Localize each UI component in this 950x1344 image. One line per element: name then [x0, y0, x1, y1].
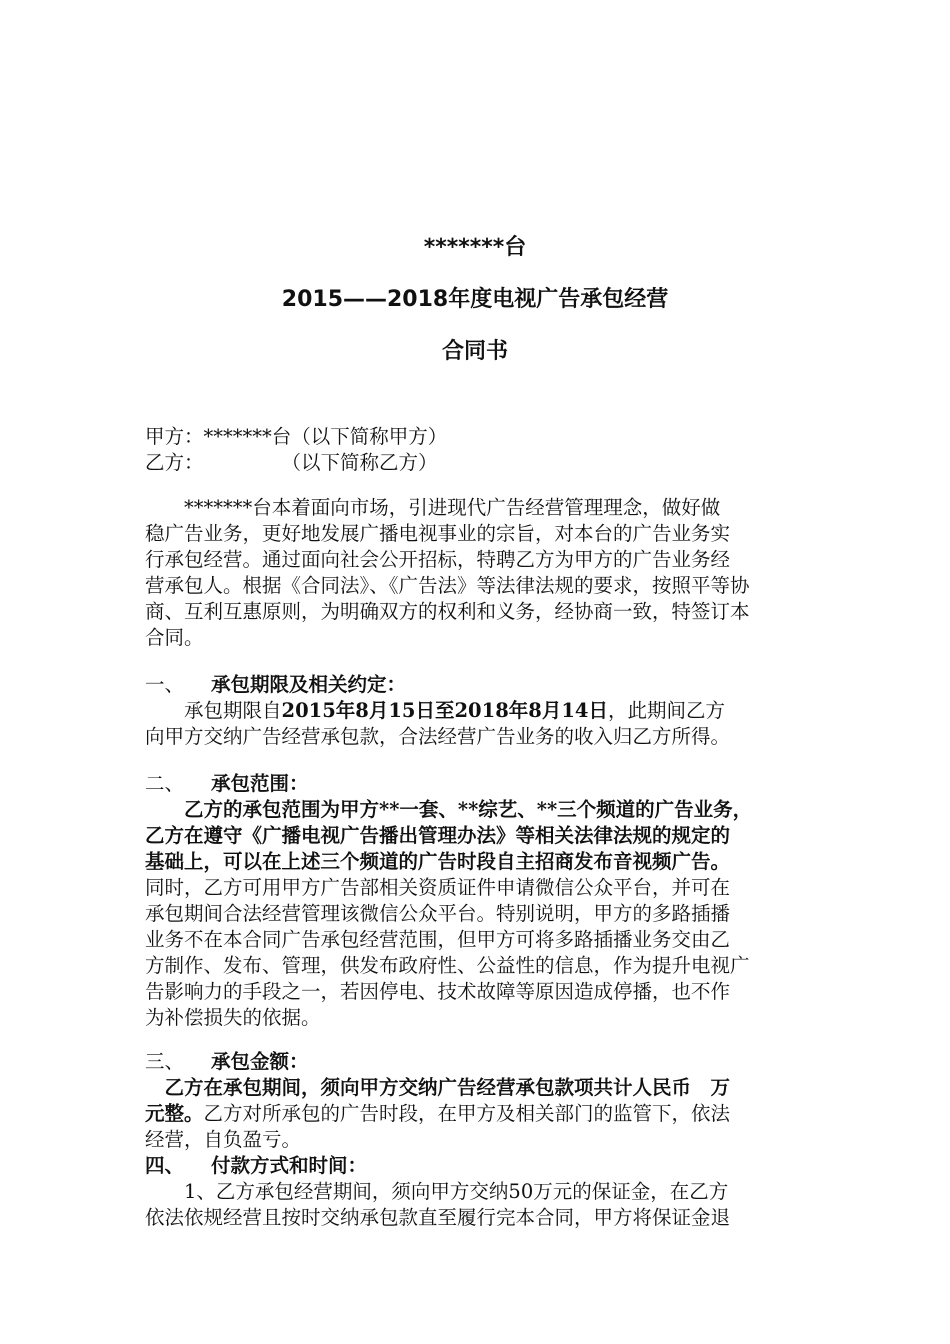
section-title: 承包期限及相关约定： — [211, 673, 407, 696]
section-number: 四、 — [145, 1154, 185, 1177]
text-run: ，此期间乙方 — [607, 699, 725, 722]
title-station: *******台 — [423, 235, 527, 260]
section-2-heading — [145, 771, 309, 797]
title-contract-period: 2015——2018年度电视广告承包经营 — [281, 287, 669, 312]
intro-line: 行承包经营。通过面向社会公开招标，特聘乙方为甲方的广告业务经 — [145, 548, 731, 571]
intro-line: 营承包人。根据《合同法》、《广告法》等法律法规的要求，按照平等协 — [145, 574, 750, 597]
section-3-line: 乙方在承包期间，须向甲方交纳广告经营承包款项共计人民币 万 — [145, 1076, 731, 1099]
party-b: 乙方： （以下简称乙方） — [145, 451, 438, 474]
section-1-line: 向甲方交纳广告经营承包款，合法经营广告业务的收入归乙方所得。 — [145, 725, 731, 748]
text-run: 乙方对所承包的广告时段，在甲方及相关部门的监管下，依法 — [203, 1102, 731, 1125]
intro-line: 稳广告业务，更好地发展广播电视事业的宗旨，对本台的广告业务实 — [145, 522, 731, 545]
section-3-line: 经营，自负盈亏。 — [145, 1128, 302, 1151]
section-title: 承包范围： — [211, 772, 309, 795]
section-3-line — [145, 1101, 730, 1127]
contract-term-dates: 2015年8月15日至2018年8月14日 — [281, 699, 608, 722]
section-2-line: 方制作、发布、管理，供发布政府性、公益性的信息，作为提升电视广 — [145, 954, 750, 977]
section-title: 承包金额： — [211, 1050, 309, 1073]
section-number: 二、 — [145, 772, 185, 795]
section-4-line: 依法依规经营且按时交纳承包款直至履行完本合同，甲方将保证金退 — [145, 1206, 731, 1229]
section-4-line: 1、乙方承包经营期间，须向甲方交纳50万元的保证金，在乙方 — [145, 1180, 729, 1203]
section-number: 一、 — [145, 673, 185, 696]
section-1-heading — [145, 672, 406, 698]
section-2-line: 为补偿损失的依据。 — [145, 1006, 321, 1029]
section-2-line: 承包期间合法经营管理该微信公众平台。特别说明，甲方的多路插播 — [145, 902, 731, 925]
text-run: 元整。 — [145, 1102, 204, 1125]
section-2-line: 业务不在本合同广告承包经营范围，但甲方可将多路插播业务交由乙 — [145, 928, 731, 951]
section-title: 付款方式和时间： — [211, 1154, 368, 1177]
section-2-line: 告影响力的手段之一，若因停电、技术故障等原因造成停播，也不作 — [145, 980, 731, 1003]
section-4-heading — [145, 1153, 367, 1179]
section-2-bold-line: 乙方的承包范围为甲方**一套、**综艺、**三个频道的广告业务， — [145, 798, 753, 821]
party-a: 甲方：*******台（以下简称甲方） — [145, 425, 448, 448]
section-3-heading — [145, 1049, 309, 1075]
section-2-bold-line: 基础上，可以在上述三个频道的广告时段自主招商发布音视频广告。 — [145, 850, 731, 873]
section-number: 三、 — [145, 1050, 185, 1073]
intro-line: 商、互利互惠原则，为明确双方的权利和义务，经协商一致，特签订本 — [145, 600, 750, 623]
section-2-line: 同时，乙方可用甲方广告部相关资质证件申请微信公众平台，并可在 — [145, 876, 731, 899]
section-1-line — [145, 698, 725, 724]
title-contract-book: 合同书 — [441, 339, 508, 364]
text-run: 承包期限自 — [145, 699, 282, 722]
intro-line: 合同。 — [145, 626, 204, 649]
intro-line: *******台本着面向市场，引进现代广告经营管理理念，做好做 — [145, 496, 721, 519]
section-2-bold-line: 乙方在遵守《广播电视广告播出管理办法》等相关法律法规的规定的 — [145, 824, 731, 847]
